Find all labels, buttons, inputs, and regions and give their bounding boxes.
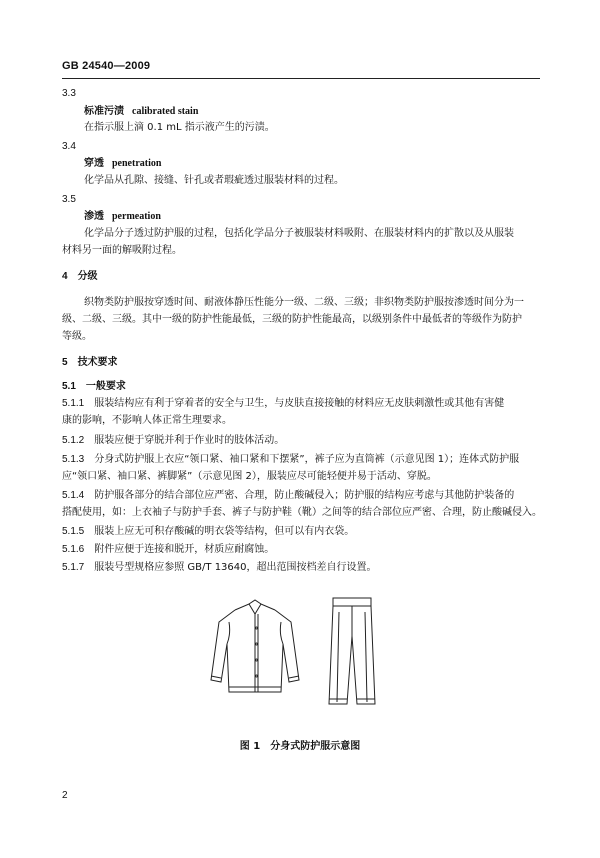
term-entry	[84, 157, 161, 170]
clause-text: 康的影响，不影响人体正常生理要求。	[62, 415, 232, 426]
clause-number: 3.4	[62, 141, 76, 152]
clause-line	[62, 525, 354, 538]
term-zh: 渗透	[84, 211, 104, 222]
section-title: 技术要求	[77, 357, 118, 368]
trousers-drawing	[329, 598, 375, 704]
paragraph-line: 织物类防护服按穿透时间、耐液体静压性能分一级、二级、三级；非织物类防护服按渗透时间分为一	[84, 297, 524, 308]
clause-text: 搭配使用，如：上衣袖子与防护手套、裤子与防护鞋（靴）之间等的结合部位应严密、合理，防止酸碱侵入。	[62, 507, 542, 518]
term-en: permeation	[112, 211, 161, 222]
paragraph-line: 级、二级、三级。其中一级的防护性能最低，三级的防护性能最高，以级别条件中最低者的等级作为防护	[62, 314, 522, 325]
paragraph-line: 等级。	[62, 331, 92, 342]
clause-text: 服装结构应有利于穿着者的安全与卫生，与皮肤直接接触的材料应无皮肤刺激性或其他有害健	[94, 398, 505, 409]
term-definition-line2: 材料另一面的解吸附过程。	[62, 245, 182, 256]
clause-number: 3.3	[62, 88, 76, 99]
clause-line	[62, 434, 284, 447]
term-definition: 在指示服上滴 0.1 mL 指示液产生的污渍。	[84, 122, 275, 133]
clause-text: 分身式防护服上衣应“领口紧、袖口紧和下摆紧”，裤子应为直筒裤（示意见图 1）；连体式防护服	[94, 454, 520, 465]
clause-number: 5.1.3	[62, 454, 85, 465]
clause-line	[62, 561, 377, 574]
section-number: 4	[62, 271, 68, 282]
term-definition: 化学品从孔隙、接缝、针孔或者瑕疵透过服装材料的过程。	[84, 175, 344, 186]
clause-number: 3.5	[62, 194, 76, 205]
subsection-title: 一般要求	[85, 381, 126, 392]
term-entry	[84, 210, 161, 223]
jacket-drawing	[211, 600, 299, 692]
clause-number: 5.1.1	[62, 398, 85, 409]
clause-text: 防护服各部分的结合部位应严密、合理，防止酸碱侵入；防护服的结构应考虑与其他防护装备的	[94, 490, 515, 501]
clause-number: 5.1.2	[62, 435, 85, 446]
section-title: 分级	[77, 271, 98, 282]
clause-line	[62, 453, 519, 466]
clause-number: 5.1.5	[62, 526, 85, 537]
clause-line	[62, 397, 504, 410]
term-definition-line1: 化学品分子透过防护服的过程，包括化学品分子被服装材料吸附、在服装材料内的扩散以及从服装	[84, 228, 514, 239]
subsection-heading	[62, 380, 126, 393]
clause-line	[62, 543, 274, 556]
figure-caption: 图 1 分身式防护服示意图	[239, 741, 361, 752]
clause-text: 服装上应无可积存酸碱的明衣袋等结构，但可以有内衣袋。	[94, 526, 355, 537]
term-en: calibrated stain	[132, 106, 199, 117]
clause-line	[62, 489, 514, 502]
clause-text: 服装应便于穿脱并利于作业时的肢体活动。	[94, 435, 285, 446]
clause-number: 5.1.7	[62, 562, 85, 573]
clause-number: 5.1.4	[62, 490, 85, 501]
section-number: 5	[62, 357, 68, 368]
term-entry	[84, 105, 198, 118]
term-zh: 标准污渍	[84, 106, 124, 117]
subsection-number: 5.1	[62, 381, 76, 392]
term-en: penetration	[112, 158, 162, 169]
standard-code: GB 24540—2009	[62, 60, 151, 72]
page-number: 2	[62, 790, 68, 801]
clause-text: 应“领口紧、袖口紧、裤脚紧”（示意见图 2），服装应尽可能轻便并易于活动、穿脱。	[62, 471, 437, 482]
section-heading	[62, 270, 98, 283]
section-heading	[62, 356, 118, 369]
clause-text: 附件应便于连接和脱开，材质应耐腐蚀。	[94, 544, 275, 555]
figure-protective-suit	[205, 592, 405, 712]
clause-text: 服装号型规格应参照 GB/T 13640，超出范围按档差自行设置。	[94, 562, 377, 573]
header-rule	[62, 78, 540, 79]
clause-number: 5.1.6	[62, 544, 85, 555]
term-zh: 穿透	[84, 158, 104, 169]
